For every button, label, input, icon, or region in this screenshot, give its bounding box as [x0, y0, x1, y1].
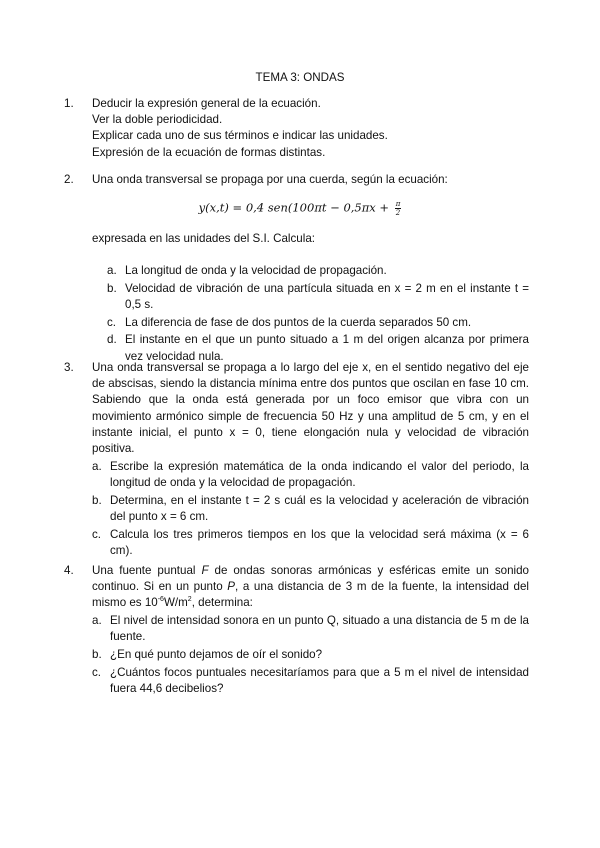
list-text: El instante en el que un punto situado a 1 m del origen alcanza por primera vez velocidad nula.: [125, 333, 529, 363]
list-letter: a.: [92, 614, 102, 628]
list-letter: b.: [107, 281, 117, 295]
symbol-F: F: [201, 564, 209, 577]
question-number: 3.: [64, 361, 74, 374]
question-2-after: expresada en las unidades del S.I. Calcula:: [92, 232, 315, 245]
list-letter: a.: [107, 263, 117, 277]
list-text: ¿Cuántos focos puntuales necesitaríamos para que a 5 m el nivel de intensidad fuera 44,6 decibelios?: [110, 666, 529, 696]
intro-text: Una fuente puntual: [92, 564, 202, 577]
question-1-line: Deducir la expresión general de la ecuación.: [92, 97, 321, 110]
list-letter: c.: [92, 527, 102, 541]
question-2-body: [92, 231, 529, 365]
list-item: [92, 647, 529, 663]
list-item: [92, 493, 529, 525]
list-text: El nivel de intensidad sonora en un punto Q, situado a una distancia de 5 m de la fuente.: [110, 614, 529, 644]
list-letter: a.: [92, 459, 102, 473]
list-item: [92, 613, 529, 645]
list-item: [107, 263, 529, 279]
question-number: 1.: [64, 97, 74, 110]
equation-fraction: [395, 200, 402, 217]
list-text: Velocidad de vibración de una partícula situada en x = 2 m en el instante t = 0,5 s.: [125, 281, 529, 311]
list-letter: b.: [92, 648, 102, 662]
exponent: 2: [187, 596, 192, 604]
fraction-numerator: π: [395, 200, 401, 208]
list-text: Determina, en el instante t = 2 s cuál es la velocidad y aceleración de vibración del punto x = 6 cm.: [110, 493, 529, 524]
list-item: [92, 665, 529, 697]
list-item: [92, 527, 529, 559]
list-letter: d.: [107, 333, 117, 347]
question-1-line: Expresión de la ecuación de formas distintas.: [92, 145, 326, 159]
question-number: 4.: [64, 564, 74, 577]
intro-text: , determina:: [191, 596, 253, 610]
wave-equation: [0, 200, 600, 217]
intro-text: , a una distancia de 3 m de la fuente, la intensidad del mismo es 10: [92, 580, 529, 610]
list-text: La longitud de onda y la velocidad de propagación.: [125, 263, 387, 277]
question-4: [64, 563, 529, 697]
list-item: [92, 459, 529, 491]
intro-text: de ondas sonoras armónicas y esféricas emite un sonido continuo. Si en un punto: [92, 564, 529, 594]
question-number: 2.: [64, 173, 74, 186]
list-text: La diferencia de fase de dos puntos de la cuerda separados 50 cm.: [125, 315, 472, 329]
page-title: TEMA 3: ONDAS: [255, 71, 345, 84]
question-4-intro: [92, 563, 529, 612]
list-text: Escribe la expresión matemática de la onda indicando el valor del periodo, la longitud de onda y la velocidad de propagación.: [110, 459, 529, 490]
intro-text: W/m: [163, 596, 188, 610]
list-letter: c.: [107, 315, 117, 329]
question-1-line: Explicar cada uno de sus términos e indicar las unidades.: [92, 129, 388, 143]
question-1: [64, 96, 529, 161]
list-item: [107, 315, 529, 331]
fraction-denominator: 2: [395, 209, 401, 217]
list-letter: c.: [92, 666, 102, 679]
question-2: [64, 172, 529, 188]
question-3-intro: Una onda transversal se propaga a lo largo del eje x, en el sentido negativo del eje de abscisas, siendo la distancia mínima entre dos puntos que oscilan en fase 10 cm. Sabiendo que la onda está generada por un foco emisor que vibra con un movimiento armónico simple de frecuencia 50 Hz y una amplitud de 5 cm, y en el instante inicial, el punto x = 0, tiene elongación nula y velocidad de vibración positiva.: [92, 361, 529, 456]
question-1-line: Ver la doble periodicidad.: [92, 113, 223, 127]
list-text: ¿En qué punto dejamos de oír el sonido?: [110, 648, 323, 662]
list-letter: b.: [92, 493, 102, 507]
list-text: Calcula los tres primeros tiempos en los que la velocidad será máxima (x = 6 cm).: [110, 527, 529, 558]
list-item: [107, 281, 529, 313]
equation-main: y(x,t) = 0,4 sen(100πt − 0,5πx +: [198, 200, 393, 215]
symbol-P: P: [227, 580, 236, 594]
question-3: [64, 360, 529, 559]
question-2-intro: Una onda transversal se propaga por una cuerda, según la ecuación:: [92, 173, 448, 186]
exponent: -6: [157, 596, 164, 604]
